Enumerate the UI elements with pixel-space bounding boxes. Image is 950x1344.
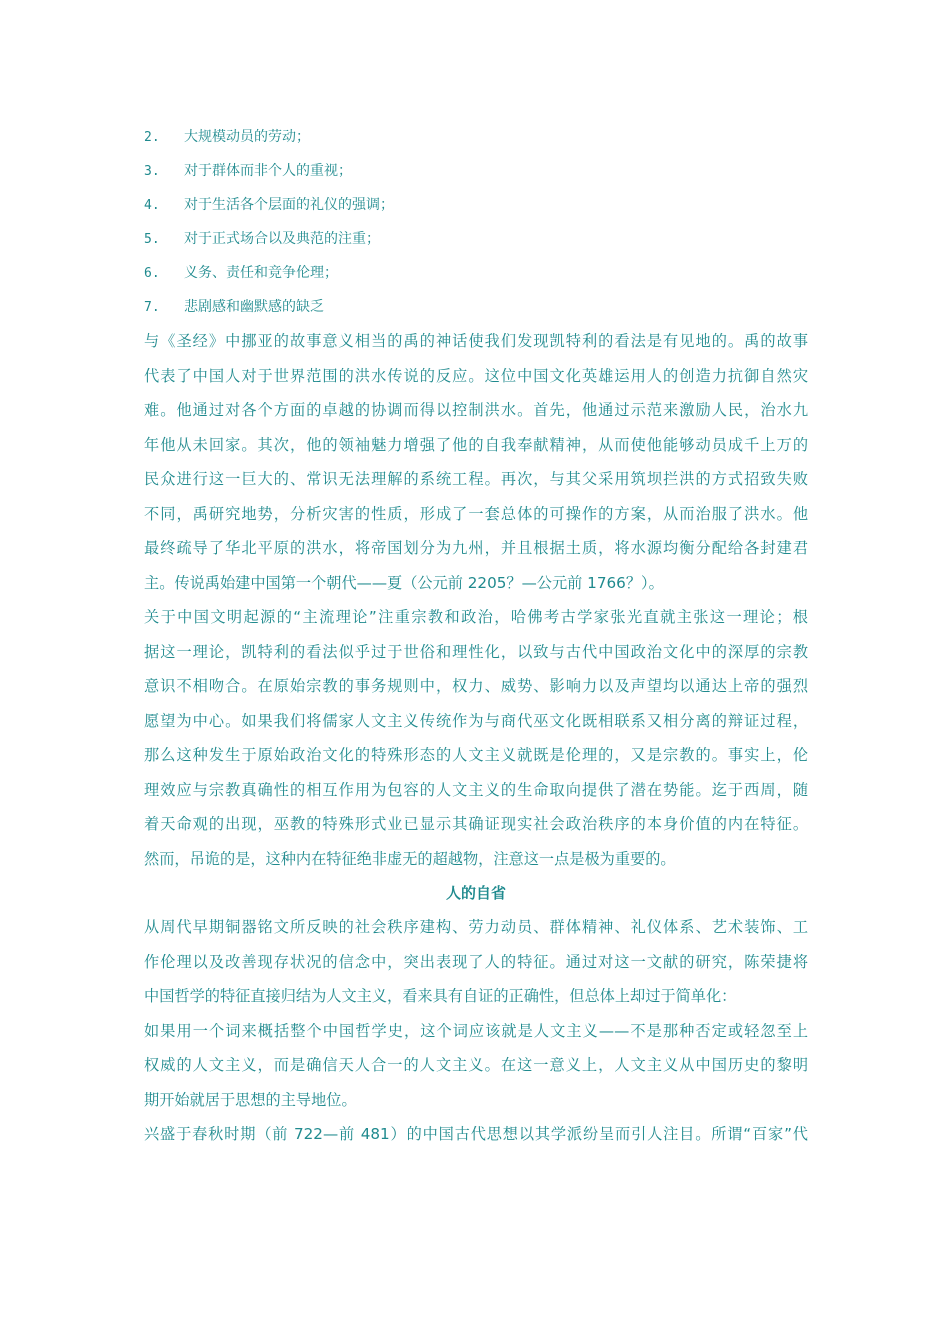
text-line: 理效应与宗教真确性的相互作用为包容的人文主义的生命取向提供了潜在势能。迄于西周，随 (144, 780, 808, 799)
list-number: 5. (144, 232, 160, 247)
list-text: 悲剧感和幽默感的缺乏 (184, 299, 324, 315)
paragraph-yu-myth (144, 324, 808, 600)
text-line: 意识不相吻合。在原始宗教的事务规则中，权力、威势、影响力以及声望均以通达上帝的强烈 (144, 677, 808, 695)
text-line: 兴盛于春秋时期（前 722—前 481）的中国古代思想以其学派纷呈而引人注目。所谓“百家”代 (144, 1125, 808, 1143)
list-number: 7. (144, 300, 160, 315)
list-text: 义务、责任和竞争伦理； (184, 265, 338, 281)
list-number: 6. (144, 266, 160, 281)
text-line: 着天命观的出现，巫教的特殊形式业已显示其确证现实社会政治秩序的本身价值的内在特征。 (144, 815, 808, 833)
paragraph-spring-autumn (144, 1117, 808, 1152)
text-line: 与《圣经》中挪亚的故事意义相当的禹的神话使我们发现凯特利的看法是有见地的。禹的故事 (144, 332, 808, 350)
text-line: 那么这种发生于原始政治文化的特殊形态的人文主义就既是伦理的，又是宗教的。事实上，伦 (144, 746, 808, 764)
text-line: 民众进行这一巨大的、常识无法理解的系统工程。再次，与其父采用筑坝拦洪的方式招致失败 (144, 470, 808, 488)
numbered-list (144, 120, 808, 324)
text-line: 关于中国文明起源的“主流理论”注重宗教和政治，哈佛考古学家张光直就主张这一理论；根 (144, 608, 808, 626)
text-line: 年他从未回家。其次，他的领袖魅力增强了他的自我奉献精神，从而使他能够动员成千上万的 (144, 435, 808, 454)
text-line: 据这一理论，凯特利的看法似乎过于世俗和理性化，以致与古代中国政治文化中的深厚的宗教 (144, 642, 808, 661)
list-text: 大规模动员的劳动； (184, 129, 310, 145)
text-line: 最终疏导了华北平原的洪水，将帝国划分为九州，并且根据土质，将水源均衡分配给各封建君 (144, 539, 808, 557)
text-line: 代表了中国人对于世界范围的洪水传说的反应。这位中国文化英雄运用人的创造力抗御自然灾 (144, 366, 808, 385)
paragraph-bronze-inscriptions (144, 910, 808, 1014)
paragraph-quotation (144, 1014, 808, 1118)
list-text: 对于群体而非个人的重视； (184, 163, 352, 179)
text-line: 主。传说禹始建中国第一个朝代——夏（公元前 2205？—公元前 1766？）。 (144, 573, 664, 592)
list-text: 对于生活各个层面的礼仪的强调； (184, 197, 394, 213)
list-item (144, 222, 808, 256)
section-heading: 人的自省 (445, 884, 506, 902)
text-line: 从周代早期铜器铭文所反映的社会秩序建构、劳力动员、群体精神、礼仪体系、艺术装饰、工 (144, 918, 808, 936)
text-line: 难。他通过对各个方面的卓越的协调而得以控制洪水。首先，他通过示范来激励人民，治水九 (144, 401, 808, 419)
text-line: 作伦理以及改善现存状况的信念中，突出表现了人的特征。通过对这一文献的研究，陈荣捷将 (144, 952, 808, 971)
list-number: 3. (144, 164, 160, 179)
text-line: 然而，吊诡的是，这种内在特征绝非虚无的超越物，注意这一点是极为重要的。 (144, 849, 676, 868)
list-item (144, 188, 808, 222)
list-item (144, 120, 808, 154)
list-number: 2. (144, 130, 160, 145)
list-item (144, 256, 808, 290)
list-text: 对于正式场合以及典范的注重； (184, 231, 380, 247)
text-line: 如果用一个词来概括整个中国哲学史，这个词应该就是人文主义——不是那种否定或轻忽至上 (144, 1021, 808, 1040)
list-number: 4. (144, 198, 160, 213)
text-line: 权威的人文主义，而是确信天人合一的人文主义。在这一意义上，人文主义从中国历史的黎明 (144, 1056, 808, 1074)
text-line: 期开始就居于思想的主导地位。 (144, 1090, 357, 1109)
list-item (144, 290, 808, 324)
document-page (144, 120, 808, 1152)
text-line: 愿望为中心。如果我们将儒家人文主义传统作为与商代巫文化既相联系又相分离的辩证过程， (144, 711, 808, 730)
text-line: 中国哲学的特征直接归结为人文主义，看来具有自证的正确性，但总体上却过于简单化： (144, 987, 737, 1005)
text-line: 不同，禹研究地势，分析灾害的性质，形成了一套总体的可操作的方案，从而治服了洪水。他 (144, 504, 808, 523)
paragraph-mainstream-theory (144, 600, 808, 876)
list-item (144, 154, 808, 188)
